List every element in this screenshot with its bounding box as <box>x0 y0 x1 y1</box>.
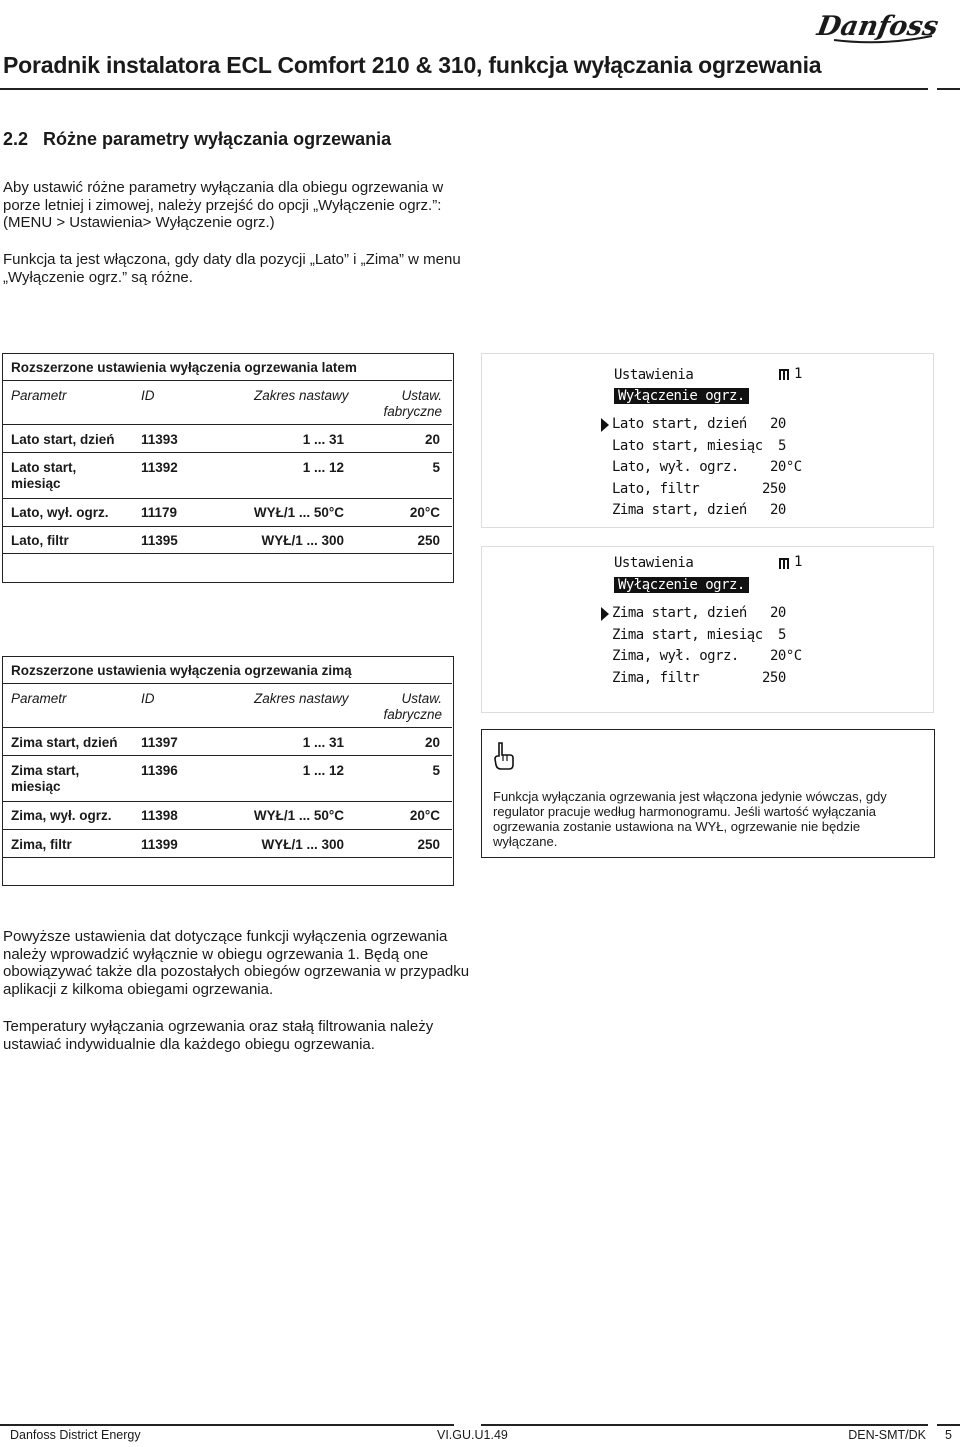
screen-item-value: 20 <box>770 605 786 621</box>
table-cell-id: 11179 <box>141 505 178 520</box>
table-divider <box>3 380 452 381</box>
screen-submenu-highlight: Wyłączenie ogrz. <box>614 577 749 593</box>
screen-item-label: Zima, wył. ogrz. <box>612 648 739 664</box>
column-header-default-2: fabryczne <box>383 707 442 722</box>
screen-item-value: 5 <box>778 627 786 643</box>
table-cell-range: 1 ... 31 <box>302 735 344 750</box>
table-cell-param: Lato, filtr <box>11 533 69 548</box>
screen-item-label: Zima start, dzień <box>612 605 747 621</box>
column-header-default: Ustaw. <box>401 691 442 706</box>
page-number: 5 <box>945 1428 952 1442</box>
table-cell-default: 20 <box>424 432 440 447</box>
table-divider <box>3 755 452 756</box>
screen-item-label: Zima start, dzień <box>612 502 747 518</box>
column-header-range: Zakres nastawy <box>254 388 349 403</box>
table-cell-range: 1 ... 31 <box>302 432 344 447</box>
radiator-icon <box>779 367 793 379</box>
screen-item-value: 20 <box>770 416 786 432</box>
footer-rule <box>0 1424 454 1426</box>
table-cell-param: Lato start, dzień <box>11 432 115 447</box>
screen-circuit-number: 1 <box>794 554 802 570</box>
table-cell-range: WYŁ/1 ... 50°C <box>253 505 344 520</box>
table-divider <box>3 727 452 728</box>
screen-item-value: 250 <box>762 481 786 497</box>
column-header-id: ID <box>141 691 155 706</box>
column-header-param: Parametr <box>11 691 67 706</box>
table-cell-id: 11393 <box>141 432 178 447</box>
column-header-id: ID <box>141 388 155 403</box>
danfoss-logo <box>814 2 941 48</box>
settings-note-paragraph: Powyższe ustawienia dat dotyczące funkcji wyłączenia ogrzewania należy wprowadzić wyłącznie w obiegu ogrzewania 1. Będą one obowiązywać także dla pozostałych obiegów ogrzewania w przypadku aplikacji z kilkoma obiegami ogrzewania. <box>3 928 470 998</box>
table-cell-id: 11395 <box>141 533 178 548</box>
table-divider <box>3 829 452 830</box>
column-header-param: Parametr <box>11 388 67 403</box>
table-cell-param: Zima, filtr <box>11 837 72 852</box>
intro-paragraph: Aby ustawić różne parametry wyłączania dla obiegu ogrzewania w porze letniej i zimowej, należy przejść do opcji „Wyłączenie ogrz.”: (MENU > Ustawienia> Wyłączenie ogrz.) <box>3 179 444 231</box>
footer-rule <box>937 1424 960 1426</box>
table-cell-range: WYŁ/1 ... 300 <box>261 533 344 548</box>
table-cell-default: 20°C <box>409 505 440 520</box>
table-cell-default: 250 <box>417 533 440 548</box>
table-divider <box>3 424 452 425</box>
screen-menu-title: Ustawienia <box>614 367 694 383</box>
column-header-default-2: fabryczne <box>383 404 442 419</box>
footer-rule <box>481 1424 928 1426</box>
svg-text:Danfoss: Danfoss <box>814 10 941 42</box>
summer-table-title: Rozszerzone ustawienia wyłączenia ogrzewania latem <box>11 360 357 375</box>
screen-item-value: 20 <box>770 502 786 518</box>
screen-item-value: 20°C <box>770 648 802 664</box>
winter-table-title: Rozszerzone ustawienia wyłączenia ogrzewania zimą <box>11 663 352 678</box>
table-cell-default: 20 <box>424 735 440 750</box>
screen-item-value: 5 <box>778 438 786 454</box>
table-cell-range: 1 ... 12 <box>302 763 344 778</box>
screen-item-label: Lato, filtr <box>612 481 700 497</box>
screen-menu-title: Ustawienia <box>614 555 694 571</box>
screen-submenu-highlight: Wyłączenie ogrz. <box>614 388 749 404</box>
screen-item-label: Lato start, dzień <box>612 416 747 432</box>
section-number: 2.2 <box>3 129 29 149</box>
table-divider <box>3 553 452 554</box>
table-cell-id: 11398 <box>141 808 178 823</box>
header-rule <box>0 88 928 90</box>
table-cell-range: WYŁ/1 ... 50°C <box>253 808 344 823</box>
table-cell-range: 1 ... 12 <box>302 460 344 475</box>
table-cell-param: Lato start, miesiąc <box>11 460 77 491</box>
selection-cursor-icon <box>601 418 609 432</box>
table-cell-range: WYŁ/1 ... 300 <box>261 837 344 852</box>
screen-item-label: Zima start, miesiąc <box>612 627 763 643</box>
header-rule-right <box>937 88 960 90</box>
hand-pointing-icon <box>492 741 516 771</box>
table-cell-param: Zima start, dzień <box>11 735 118 750</box>
table-cell-default: 20°C <box>409 808 440 823</box>
footer-department: DEN-SMT/DK <box>848 1428 926 1442</box>
screen-item-label: Zima, filtr <box>612 670 700 686</box>
note-text: Funkcja wyłączania ogrzewania jest włączona jedynie wówczas, gdy regulator pracuje według harmonogramu. Jeśli wartość wyłączania ogrzewania zostanie ustawiona na WYŁ, ogrzewanie nie będzie wyłączane. <box>493 789 887 849</box>
table-cell-id: 11392 <box>141 460 178 475</box>
section-title: Różne parametry wyłączania ogrzewania <box>43 129 392 149</box>
table-cell-default: 250 <box>417 837 440 852</box>
screen-circuit-number: 1 <box>794 366 802 382</box>
column-header-default: Ustaw. <box>401 388 442 403</box>
table-cell-default: 5 <box>432 763 440 778</box>
table-cell-param: Zima start, miesiąc <box>11 763 80 794</box>
table-divider <box>3 857 452 858</box>
table-cell-param: Zima, wył. ogrz. <box>11 808 112 823</box>
condition-paragraph: Funkcja ta jest włączona, gdy daty dla pozycji „Lato” i „Zima” w menu „Wyłączenie ogrz.” są różne. <box>3 251 461 286</box>
column-header-range: Zakres nastawy <box>254 691 349 706</box>
table-divider <box>3 683 452 684</box>
document-title: Poradnik instalatora ECL Comfort 210 & 310, funkcja wyłączania ogrzewania <box>3 52 822 78</box>
selection-cursor-icon <box>601 607 609 621</box>
table-cell-default: 5 <box>432 460 440 475</box>
radiator-icon <box>779 556 793 568</box>
footer-doc-code: VI.GU.U1.49 <box>437 1428 508 1442</box>
screen-item-label: Lato start, miesiąc <box>612 438 763 454</box>
table-cell-id: 11399 <box>141 837 178 852</box>
table-cell-id: 11396 <box>141 763 178 778</box>
table-cell-param: Lato, wył. ogrz. <box>11 505 109 520</box>
footer-company: Danfoss District Energy <box>10 1428 141 1442</box>
screen-item-value: 250 <box>762 670 786 686</box>
table-cell-id: 11397 <box>141 735 178 750</box>
table-divider <box>3 452 452 453</box>
screen-item-value: 20°C <box>770 459 802 475</box>
table-divider <box>3 801 452 802</box>
table-divider <box>3 526 452 527</box>
temperature-note-paragraph: Temperatury wyłączania ogrzewania oraz stałą filtrowania należy ustawiać indywidualnie dla każdego obiegu ogrzewania. <box>3 1018 434 1053</box>
screen-item-label: Lato, wył. ogrz. <box>612 459 739 475</box>
section-heading <box>3 129 391 150</box>
table-divider <box>3 498 452 499</box>
